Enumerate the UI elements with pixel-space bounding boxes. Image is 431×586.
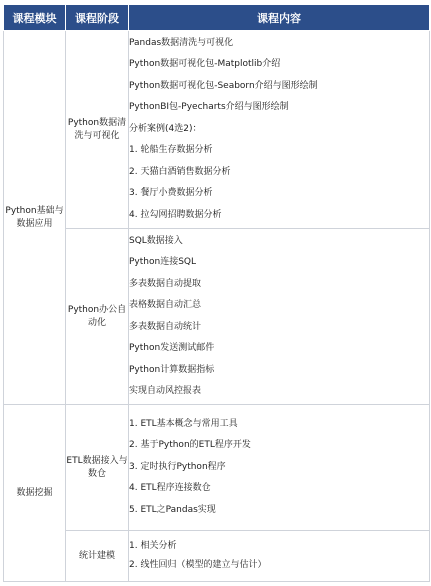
content-item: Python数据可视化包-Matplotlib介绍 [129,59,281,70]
content-item: 3. 餐厅小费数据分析 [129,188,213,199]
table-row [4,31,430,229]
module-cell: 数据挖掘 [4,405,66,582]
content-item: 多表数据自动统计 [129,321,202,332]
content-item: 分析案例(4选2)： [129,123,202,134]
content-item: 2. 基于Python的ETL程序开发 [129,440,251,451]
content-item: Pandas数据清洗与可视化 [129,37,234,48]
content-item: Python计算数据指标 [129,364,215,375]
content-cell [129,31,430,229]
header-stage: 课程阶段 [66,5,129,31]
content-item: 2. 线性回归（模型的建立与估计） [129,560,267,570]
content-item: 2. 天猫白酒销售数据分析 [129,166,231,177]
header-row [4,5,430,31]
content-item: Python数据可视化包-Seaborn介绍与图形绘制 [129,80,318,91]
content-item: 1. 相关分析 [129,541,177,551]
stage-cell: Python数据清洗与可视化 [66,31,129,229]
header-module: 课程模块 [4,5,66,31]
table-row [4,531,430,582]
stage-cell: 统计建模 [66,531,129,582]
content-item: 3. 定时执行Python程序 [129,461,226,472]
content-item: 4. ETL程序连接数仓 [129,483,211,494]
course-table [3,4,430,582]
content-cell [129,229,430,405]
content-item: SQL数据接入 [129,235,183,246]
content-item: 4. 拉勾网招聘数据分析 [129,209,222,220]
content-item: 实现自动风控报表 [129,386,202,396]
header-content: 课程内容 [129,5,430,31]
content-cell [129,531,430,582]
content-item: 1. ETL基本概念与常用工具 [129,418,238,429]
module-cell: Python基础与数据应用 [4,31,66,405]
content-item: 表格数据自动汇总 [129,300,202,310]
table-row [4,229,430,405]
content-item: 1. 轮船生存数据分析 [129,145,213,156]
content-item: 多表数据自动提取 [129,278,202,289]
stage-cell: Python办公自动化 [66,229,129,405]
content-item: Python连接SQL [129,257,197,267]
content-item: 5. ETL之Pandas实现 [129,504,216,515]
stage-cell: ETL数据接入与数仓 [66,405,129,531]
content-item: Python发送测试邮件 [129,343,215,353]
content-cell [129,405,430,531]
content-item: PythonBI包-Pyecharts介绍与图形绘制 [129,102,289,113]
table-row [4,405,430,531]
